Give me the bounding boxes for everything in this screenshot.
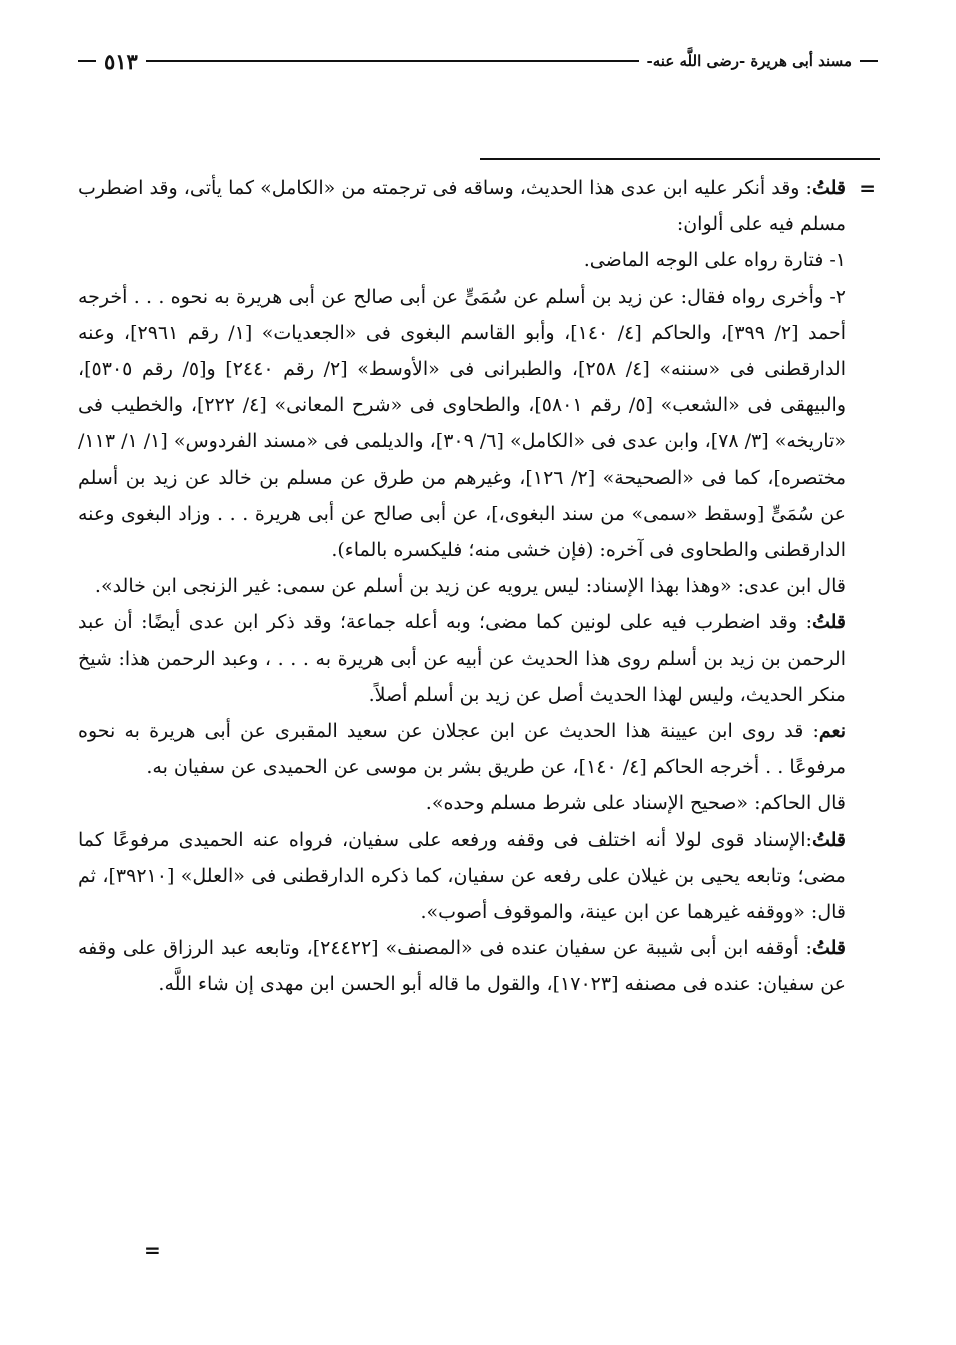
paragraph xyxy=(78,822,846,931)
paragraph-text: ٢- وأخرى رواه فقال: عن زيد بن أسلم عن سُمَىٍّ عن أبى صالح عن أبى هريرة به نحوه . . . أخرجه أحمد [٢/ ٣٩٩]، والحاكم [٤/ ١٤٠]، وأبو القاسم البغوى فى «الجعديات» [١/ رقم ٢٩٦١]، وعنه الدارقطنى فى «سننه» [٤/ ٢٥٨]، والطبرانى فى «الأوسط» [٢/ رقم ٢٤٤٠] و[٥/ رقم ٥٣٠٥]، والبيهقى فى «الشعب» [٥/ رقم ٥٨٠١]، والطحاوى فى «شرح المعانى» [٤/ ٢٢٢]، والخطيب فى «تاريخه» [٣/ ٧٨]، وابن عدى فى «الكامل» [٦/ ٣٠٩]، والديلمى فى «مسند الفردوس» [١/ ١/ ١١٣/ مختصره]، كما فى «الصحيحة» [٢/ ١٢٦]، وغيرهم من طرق عن مسلم بن خالد عن زيد بن أسلم عن سُمَىٍّ [وسقط «سمى» من سند البغوى،]، عن أبى صالح عن أبى هريرة . . . وزاد البغوى وعنه الدارقطنى والطحاوى فى آخره: (فإن خشى منه؛ فليكسره بالماء). xyxy=(78,285,847,562)
running-header xyxy=(78,46,878,76)
paragraph-lead: قلتُ xyxy=(811,177,846,199)
paragraph xyxy=(78,930,846,1002)
paragraph xyxy=(78,170,846,242)
paragraph-lead: نعم xyxy=(818,720,846,743)
paragraph-lead: قلتُ xyxy=(811,611,846,634)
footnote-separator xyxy=(480,158,880,160)
paragraph-text: قال ابن عدى: «وهذا بهذا الإسناد: ليس يرويه عن زيد بن أسلم عن سمى: غير الزنجى ابن خالد». xyxy=(94,575,846,598)
paragraph xyxy=(78,785,846,821)
paragraph-text: : وقد أنكر عليه ابن عدى هذا الحديث، وساقه فى ترجمته من «الكامل» كما يأتى، وقد اضطرب مسلم فيه على ألوان: xyxy=(78,177,846,236)
paragraph-lead: قلتُ xyxy=(811,937,846,960)
paragraph-text: قال الحاكم: «صحيح الإسناد على شرط مسلم وحده». xyxy=(425,792,846,815)
header-dash-right xyxy=(860,60,878,62)
paragraph-lead: قلتُ xyxy=(811,828,846,851)
paragraph xyxy=(78,713,846,785)
paragraph xyxy=(78,242,846,278)
paragraph-text: ١- فتارة رواه على الوجه الماضى. xyxy=(583,249,846,272)
paragraph xyxy=(78,568,846,604)
header-title: مسند أبى هريرة -رضى اللَّه عنه- xyxy=(646,52,852,70)
paragraph xyxy=(78,604,846,713)
continuation-mark-bottom: = xyxy=(144,1238,161,1262)
paragraph-text: :الإسناد قوى لولا أنه اختلف فى وقفه ورفعه على سفيان، فرواه عنه الحميدى مرفوعًا كما مضى؛ وتابعه يحيى بن غيلان على رفعه عن سفيان، كما ذكره الدارقطنى فى «العلل» [٣٩٢١٠]، ثم قال: «ووقفه غيرهما عن ابن عينة، والموقوف أصوب». xyxy=(78,828,846,924)
header-rule xyxy=(146,60,639,62)
paragraph-text: : قد روى ابن عيينة هذا الحديث عن ابن عجلان عن سعيد المقبرى عن أبى هريرة به نحوه مرفوعًا . . أخرجه الحاكم [٤/ ١٤٠]، عن طريق بشر بن موسى عن الحميدى عن سفيان به. xyxy=(78,720,846,779)
paragraph-text: : أوقفه ابن أبى شيبة عن سفيان عنده فى «المصنف» [٢٤٤٢٢]، وتابعه عبد الرزاق على وقفه عن سفيان: عنده فى مصنفه [١٧٠٢٣]، والقول ما قاله أبو الحسن ابن مهدى إن شاء اللَّه. xyxy=(78,937,846,996)
header-dash-left xyxy=(78,60,96,62)
footnote-body xyxy=(78,170,846,1003)
paragraph-text: : وقد اضطرب فيه على لونين كما مضى؛ وبه أعله جماعة؛ وقد ذكر ابن عدى أيضًا: أن عبد الرحمن بن زيد بن أسلم روى هذا الحديث عن أبيه عن أبى هريرة به . . . ، وعبد الرحمن هذا: شيخ منكر الحديث، وليس لهذا الحديث أصل عن زيد بن أسلم أصلاً. xyxy=(78,611,846,706)
paragraph xyxy=(78,279,846,569)
continuation-mark-top: = xyxy=(859,176,876,200)
page-number: ٥١٣ xyxy=(104,48,138,74)
